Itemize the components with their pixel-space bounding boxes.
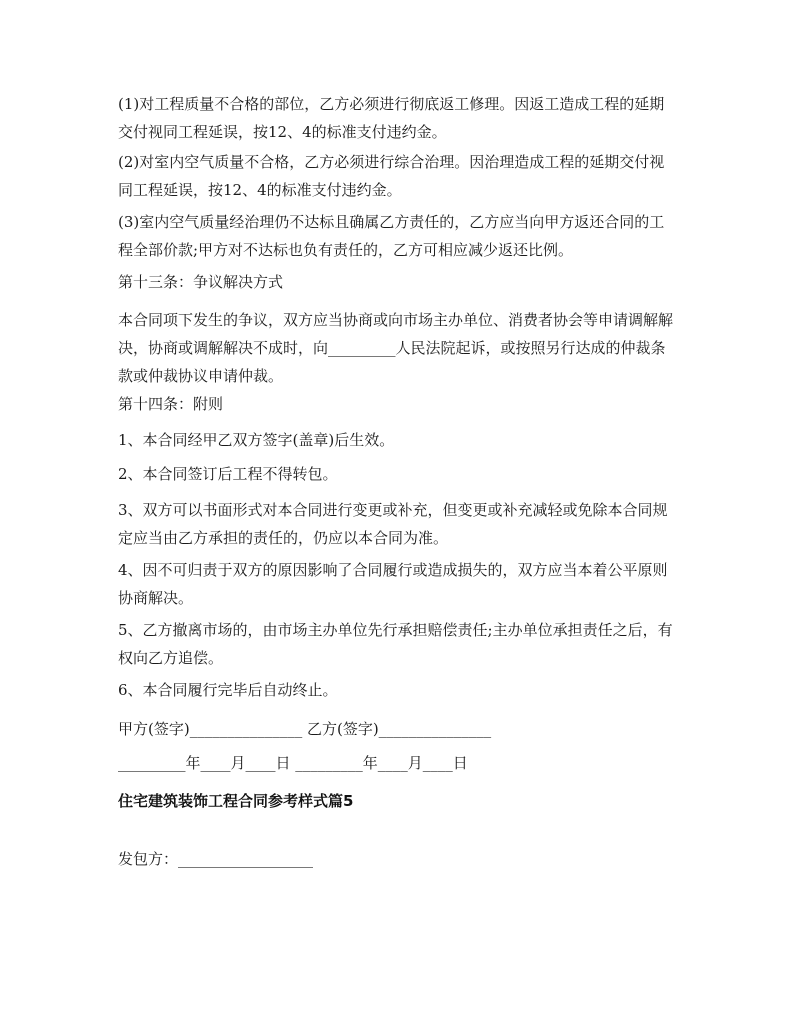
date-line: _________年____月____日 _________年____月____日 (118, 754, 468, 772)
supplementary-item-5: 5、乙方撤离市场的，由市场主办单位先行承担赔偿责任;主办单位承担责任之后，有权向乙方追偿。 (118, 621, 673, 667)
dispute-resolution-clause: 本合同项下发生的争议，双方应当协商或向市场主办单位、消费者协会等申请调解解决，协商或调解解决不成时，向_________人民法院起诉，或按照另行达成的仲裁条款或仲裁协议申请仲裁。 (118, 311, 674, 385)
article-14-title: 第十四条：附则 (118, 395, 224, 413)
clause-quality-rework: (1)对工程质量不合格的部位，乙方必须进行彻底返工修理。因返工造成工程的延期交付视同工程延误，按12、4的标准支付违约金。 (118, 95, 665, 141)
clause-air-quality-refund: (3)室内空气质量经治理仍不达标且确属乙方责任的，乙方应当向甲方返还合同的工程全部价款;甲方对不达标也负有责任的，乙方可相应减少返还比例。 (118, 213, 665, 259)
supplementary-item-4: 4、因不可归责于双方的原因影响了合同履行或造成损失的，双方应当本着公平原则协商解决。 (118, 561, 668, 607)
contractor-line: 发包方：__________________ (118, 850, 314, 868)
section-heading: 住宅建筑装饰工程合同参考样式篇5 (118, 792, 354, 810)
article-13-title: 第十三条：争议解决方式 (118, 273, 284, 291)
supplementary-item-3: 3、双方可以书面形式对本合同进行变更或补充，但变更或补充减轻或免除本合同规定应当由乙方承担的责任的，仍应以本合同为准。 (118, 501, 668, 547)
clause-air-quality-treatment: (2)对室内空气质量不合格，乙方必须进行综合治理。因治理造成工程的延期交付视同工程延误，按12、4的标准支付违约金。 (118, 153, 665, 199)
signature-line: 甲方(签字)_______________ 乙方(签字)_______________ (118, 720, 492, 738)
supplementary-item-1: 1、本合同经甲乙双方签字(盖章)后生效。 (118, 431, 395, 449)
supplementary-item-2: 2、本合同签订后工程不得转包。 (118, 465, 338, 483)
supplementary-item-6: 6、本合同履行完毕后自动终止。 (118, 681, 338, 699)
